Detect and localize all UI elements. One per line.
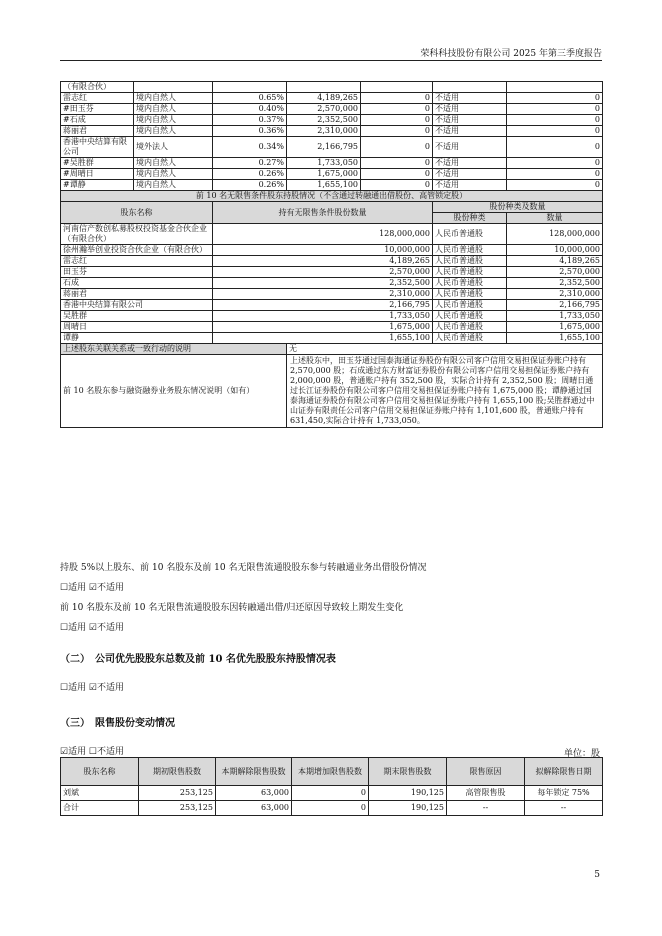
holder-name: 周晴日 — [61, 322, 213, 333]
table-row — [61, 322, 603, 333]
change-paragraph: 前 10 名股东及前 10 名无限售流通股股东因转融通出借/归还原因导致较上期发生变化 — [60, 603, 404, 613]
share-type: 人民币普通股 — [433, 256, 507, 267]
holder-name: 吴胜群 — [61, 311, 213, 322]
holder-qty: 1,655,100 — [213, 333, 433, 344]
holder-pledge-qty: 0 — [507, 180, 603, 191]
share-type: 人民币普通股 — [433, 245, 507, 256]
holder-qty: 2,570,000 — [213, 267, 433, 278]
share-type: 人民币普通股 — [433, 322, 507, 333]
column-header: 股份种类及数量 — [433, 202, 603, 213]
holder-qty: 2,166,795 — [287, 137, 361, 158]
holder-ratio: 0.37% — [213, 115, 287, 126]
holder-restricted: 0 — [361, 169, 433, 180]
share-count: 2,352,500 — [507, 278, 603, 289]
share-type: 人民币普通股 — [433, 267, 507, 278]
holder-name: 香港中央结算有限公司 — [61, 137, 134, 158]
holder-restricted: 0 — [361, 93, 433, 104]
holder-restricted: 0 — [361, 115, 433, 126]
holder-pledge-qty: 0 — [507, 93, 603, 104]
table-row — [61, 158, 603, 169]
table-row — [61, 202, 603, 213]
column-header: 持有无限售条件股份数量 — [213, 202, 433, 224]
holder-nature: 境内自然人 — [134, 104, 213, 115]
holder-nature: 境内自然人 — [134, 115, 213, 126]
holder-name: 河南信产数创私募股权投资基金合伙企业（有限合伙） — [61, 224, 213, 245]
holder-qty: 4,189,265 — [213, 256, 433, 267]
holder-pledge-status: 不适用 — [433, 137, 507, 158]
margin-value: 上述股东中，田玉芬通过国泰海通证券股份有限公司客户信用交易担保证券账户持有 2,570,000 股；石成通过东方财富证券股份有限公司客户信用交易担保证券账户持有 2,000,000 股，普通账户持有 352,500 股，实际合计持有 2,352,500 股；周晴日通过长江证券股份有限公司客户信用交易担保证券账户持有 1,675,000 股；谭静通过国泰海通证券股份有限公司客户信用交易担保证券账户持有 1,655,100 股;吴胜群通过中山证券有限责任公司客户信用交易担保证券账户持有 1,101,600 股，普通账户持有 631,450,实际合计持有 1,733,050。 — [287, 355, 603, 428]
cell-value: -- — [447, 801, 525, 816]
unit-label: 单位：股 — [563, 749, 600, 759]
holder-pledge-status: 不适用 — [433, 158, 507, 169]
holder-qty: 2,570,000 — [287, 104, 361, 115]
holder-nature: 境内自然人 — [134, 126, 213, 137]
cell-value: -- — [525, 801, 603, 816]
holder-qty: 1,733,050 — [287, 158, 361, 169]
holder-qty: 2,166,795 — [213, 300, 433, 311]
section-heading-preferred: （二） 公司优先股股东总数及前 10 名优先股股东持股情况表 — [60, 654, 336, 665]
preferred-checkbox: ☐适用 ☑不适用 — [60, 683, 124, 693]
related-label: 上述股东关联关系或一致行动的说明 — [61, 344, 287, 355]
table-row — [61, 191, 603, 202]
holder-name: 谭静 — [61, 333, 213, 344]
holder-pledge-qty: 0 — [507, 126, 603, 137]
holder-pledge-status: 不适用 — [433, 115, 507, 126]
table-row — [61, 126, 603, 137]
table-header-row — [61, 758, 603, 786]
holder-restricted: 0 — [361, 104, 433, 115]
holder-ratio: 0.27% — [213, 158, 287, 169]
holder-ratio: 0.65% — [213, 93, 287, 104]
holder-nature: 境内自然人 — [134, 169, 213, 180]
lending-paragraph: 持股 5%以上股东、前 10 名股东及前 10 名无限售流通股股东参与转融通业务出借股份情况 — [60, 563, 427, 573]
holder-pledge-qty: 0 — [507, 169, 603, 180]
cell-value: 63,000 — [216, 786, 292, 801]
cell-value: 高管限售股 — [447, 786, 525, 801]
holder-qty: 128,000,000 — [213, 224, 433, 245]
table-row — [61, 311, 603, 322]
holder-name: #田玉芬 — [61, 104, 134, 115]
table-row — [61, 93, 603, 104]
change-checkbox: ☐适用 ☑不适用 — [60, 623, 124, 633]
restricted-shares-table — [60, 757, 603, 816]
holder-name: 田玉芬 — [61, 267, 213, 278]
holder-ratio: 0.34% — [213, 137, 287, 158]
holder-pledge-qty: 0 — [507, 137, 603, 158]
holder-ratio: 0.26% — [213, 169, 287, 180]
table-row — [61, 801, 603, 816]
table-row — [61, 82, 603, 93]
share-type: 人民币普通股 — [433, 289, 507, 300]
table-row — [61, 245, 603, 256]
column-header: 期初限售股数 — [139, 758, 216, 786]
holder-pledge-qty: 0 — [507, 158, 603, 169]
share-count: 1,655,100 — [507, 333, 603, 344]
holder-restricted: 0 — [361, 126, 433, 137]
table-row — [61, 180, 603, 191]
holder-ratio: 0.40% — [213, 104, 287, 115]
lending-checkbox: ☐适用 ☑不适用 — [60, 583, 124, 593]
column-header: 股东名称 — [61, 758, 139, 786]
holder-qty: 2,352,500 — [287, 115, 361, 126]
share-type: 人民币普通股 — [433, 333, 507, 344]
cell-value: 190,125 — [369, 786, 447, 801]
holder-nature: 境内自然人 — [134, 180, 213, 191]
holder-pledge-qty: 0 — [507, 104, 603, 115]
table-cell: （有限合伙） — [61, 82, 134, 93]
column-header: 股份种类 — [433, 213, 507, 224]
table-row — [61, 300, 603, 311]
table-row — [61, 355, 603, 428]
holder-pledge-status: 不适用 — [433, 180, 507, 191]
holder-name: #石成 — [61, 115, 134, 126]
holder-pledge-status: 不适用 — [433, 93, 507, 104]
table-row — [61, 267, 603, 278]
holder-name: 刘斌 — [61, 786, 139, 801]
holder-qty: 2,352,500 — [213, 278, 433, 289]
shareholder-table — [60, 81, 603, 428]
holder-name: 香港中央结算有限公司 — [61, 300, 213, 311]
holder-restricted: 0 — [361, 158, 433, 169]
column-header: 本期增加限售股数 — [292, 758, 369, 786]
table-row — [61, 278, 603, 289]
table-row — [61, 224, 603, 245]
cell-value: 253,125 — [139, 786, 216, 801]
holder-name: #吴胜群 — [61, 158, 134, 169]
share-count: 2,570,000 — [507, 267, 603, 278]
table-row — [61, 115, 603, 126]
holder-qty: 2,310,000 — [213, 289, 433, 300]
holder-name: 石成 — [61, 278, 213, 289]
column-header: 拟解除限售日期 — [525, 758, 603, 786]
holder-pledge-qty: 0 — [507, 115, 603, 126]
table-row — [61, 256, 603, 267]
column-header: 股东名称 — [61, 202, 213, 224]
holder-qty: 4,189,265 — [287, 93, 361, 104]
share-count: 128,000,000 — [507, 224, 603, 245]
restricted-checkbox: ☑适用 ☐不适用 — [60, 747, 124, 757]
share-type: 人民币普通股 — [433, 300, 507, 311]
page-header: 荣科科技股份有限公司 2025 年第三季度报告 — [420, 49, 602, 59]
cell-value: 0 — [292, 801, 369, 816]
table-row — [61, 137, 603, 158]
cell-value: 253,125 — [139, 801, 216, 816]
holder-qty: 1,733,050 — [213, 311, 433, 322]
holder-name: 雷志红 — [61, 93, 134, 104]
holder-qty: 2,310,000 — [287, 126, 361, 137]
table-row — [61, 104, 603, 115]
page-number: 5 — [594, 870, 600, 880]
holder-qty: 10,000,000 — [213, 245, 433, 256]
related-value: 无 — [287, 344, 603, 355]
holder-nature: 境内自然人 — [134, 93, 213, 104]
share-count: 2,166,795 — [507, 300, 603, 311]
column-header: 本期解除限售股数 — [216, 758, 292, 786]
header-rule — [60, 60, 602, 61]
margin-label: 前 10 名股东参与融资融券业务股东情况说明（如有） — [61, 355, 287, 428]
share-type: 人民币普通股 — [433, 311, 507, 322]
holder-ratio: 0.36% — [213, 126, 287, 137]
holder-nature: 境外法人 — [134, 137, 213, 158]
holder-nature: 境内自然人 — [134, 158, 213, 169]
holder-qty: 1,675,000 — [213, 322, 433, 333]
cell-value: 63,000 — [216, 801, 292, 816]
share-type: 人民币普通股 — [433, 278, 507, 289]
cell-value: 190,125 — [369, 801, 447, 816]
holder-name: 蒋丽君 — [61, 289, 213, 300]
share-count: 1,675,000 — [507, 322, 603, 333]
table-row — [61, 289, 603, 300]
column-header: 数量 — [507, 213, 603, 224]
section-heading-restricted: （三） 限售股份变动情况 — [60, 718, 175, 729]
holder-pledge-status: 不适用 — [433, 169, 507, 180]
share-count: 4,189,265 — [507, 256, 603, 267]
cell-value: 0 — [292, 786, 369, 801]
holder-qty: 1,655,100 — [287, 180, 361, 191]
table-row — [61, 333, 603, 344]
column-header: 限售原因 — [447, 758, 525, 786]
section-title: 前 10 名无限售条件股东持股情况（不含通过转融通出借股份、高管锁定股） — [61, 191, 603, 202]
holder-name: #周晴日 — [61, 169, 134, 180]
share-type: 人民币普通股 — [433, 224, 507, 245]
share-count: 2,310,000 — [507, 289, 603, 300]
holder-pledge-status: 不适用 — [433, 126, 507, 137]
holder-name: 徐州瀚举创业投资合伙企业（有限合伙） — [61, 245, 213, 256]
holder-restricted: 0 — [361, 137, 433, 158]
holder-name: 合计 — [61, 801, 139, 816]
cell-value: 每年锁定 75% — [525, 786, 603, 801]
holder-name: #谭静 — [61, 180, 134, 191]
holder-ratio: 0.26% — [213, 180, 287, 191]
table-row — [61, 786, 603, 801]
holder-name: 蒋丽君 — [61, 126, 134, 137]
holder-pledge-status: 不适用 — [433, 104, 507, 115]
share-count: 1,733,050 — [507, 311, 603, 322]
share-count: 10,000,000 — [507, 245, 603, 256]
holder-name: 雷志红 — [61, 256, 213, 267]
holder-qty: 1,675,000 — [287, 169, 361, 180]
table-row — [61, 169, 603, 180]
column-header: 期末限售股数 — [369, 758, 447, 786]
holder-restricted: 0 — [361, 180, 433, 191]
table-row — [61, 344, 603, 355]
